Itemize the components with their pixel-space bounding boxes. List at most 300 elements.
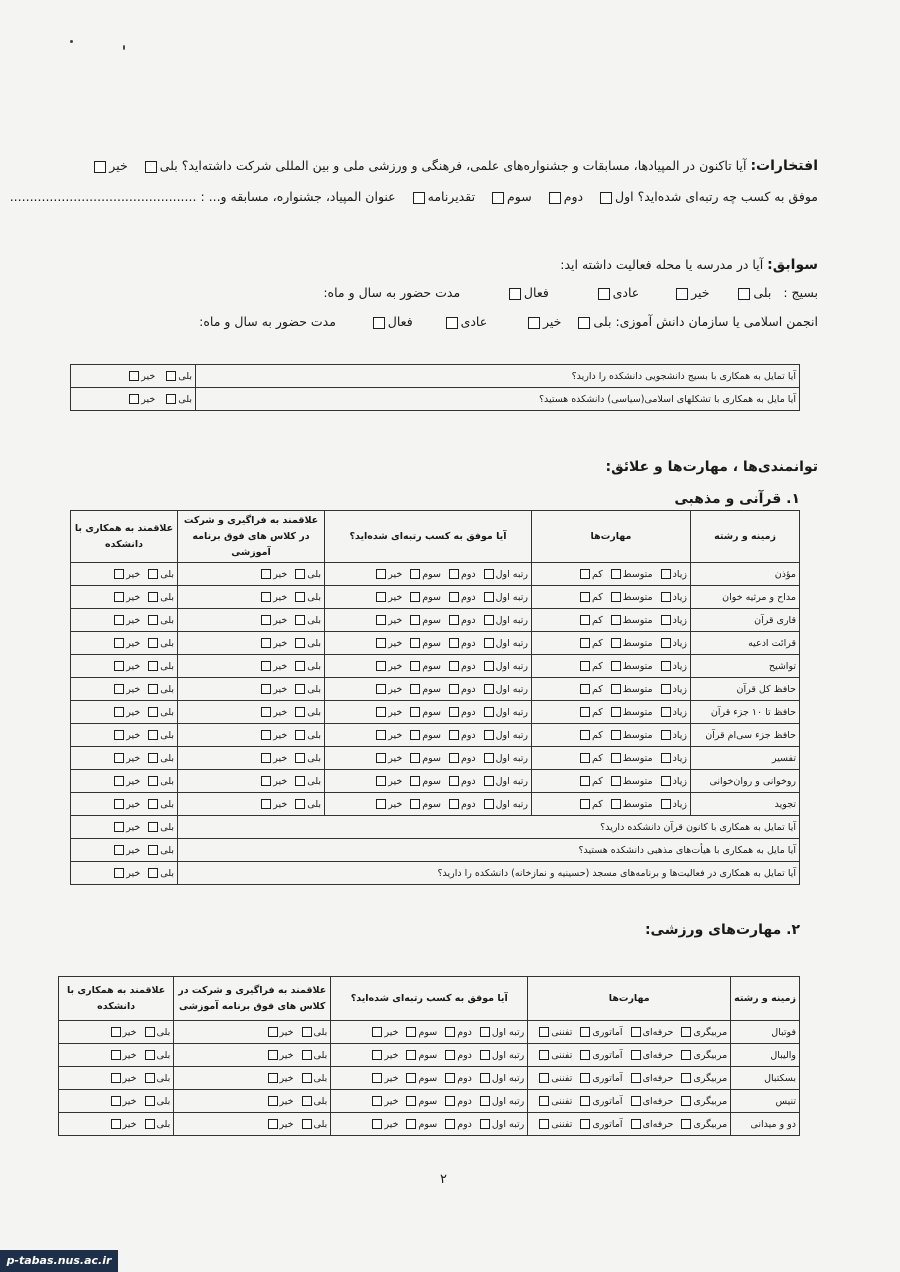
skill-level-option xyxy=(578,638,603,649)
rank-checkbox[interactable] xyxy=(410,684,420,694)
rank-checkbox[interactable] xyxy=(484,730,494,740)
skill-level-checkbox[interactable] xyxy=(580,707,590,717)
rank-checkbox[interactable] xyxy=(376,753,386,763)
yes-no-cell xyxy=(59,1021,174,1044)
skill-level-option-label: حرفه‌ای xyxy=(642,1118,674,1130)
rank-checkbox[interactable] xyxy=(410,661,420,671)
rank-checkbox[interactable] xyxy=(449,753,459,763)
rank-checkbox[interactable] xyxy=(449,661,459,671)
skill-level-checkbox[interactable] xyxy=(580,661,590,671)
skill-level-checkbox[interactable] xyxy=(611,661,621,671)
rank-checkbox[interactable] xyxy=(484,592,494,602)
skill-level-checkbox[interactable] xyxy=(611,615,621,625)
rank-checkbox[interactable] xyxy=(445,1119,455,1129)
no-option xyxy=(112,730,140,741)
no-checkbox[interactable] xyxy=(268,1073,278,1083)
achievements-line-2: موفق به کسب چه رتبه‌ای شده‌اید؟ اول دوم سوم تقدیرنامه عنوان المپیاد، جشنواره، مسابقه و... : ............................................... xyxy=(9,189,818,204)
no-checkbox[interactable] xyxy=(268,1119,278,1129)
skill-level-option xyxy=(609,684,653,695)
rank-checkbox[interactable] xyxy=(410,569,420,579)
skill-level-option-label: حرفه‌ای xyxy=(642,1095,674,1107)
skill-level-checkbox[interactable] xyxy=(580,684,590,694)
no-label: خیر xyxy=(279,1049,294,1061)
yes-checkbox[interactable] xyxy=(295,615,305,625)
rank-checkbox[interactable] xyxy=(445,1073,455,1083)
yes-checkbox[interactable] xyxy=(148,753,158,763)
rank-checkbox[interactable] xyxy=(376,799,386,809)
skill-level-checkbox[interactable] xyxy=(611,707,621,717)
achievements-no-checkbox[interactable] xyxy=(94,161,106,173)
no-checkbox[interactable] xyxy=(261,707,271,717)
rank-option-label: خیر xyxy=(388,798,403,810)
rank-checkbox[interactable] xyxy=(449,776,459,786)
rank-option-label: دوم xyxy=(460,614,476,626)
basij-no-checkbox[interactable] xyxy=(676,288,688,300)
yes-checkbox[interactable] xyxy=(302,1119,312,1129)
header-skills: مهارت‌ها xyxy=(528,977,731,1021)
yes-checkbox[interactable] xyxy=(295,799,305,809)
yes-checkbox[interactable] xyxy=(302,1073,312,1083)
yes-no-cell xyxy=(59,1067,174,1090)
yes-checkbox[interactable] xyxy=(145,1119,155,1129)
achievements-yes-checkbox[interactable] xyxy=(145,161,157,173)
skill-level-checkbox[interactable] xyxy=(539,1096,549,1106)
yes-label: بلی xyxy=(307,660,321,672)
skill-level-checkbox[interactable] xyxy=(611,592,621,602)
yes-checkbox[interactable] xyxy=(166,394,176,404)
no-checkbox[interactable] xyxy=(114,753,124,763)
no-label: خیر xyxy=(122,1118,137,1130)
skill-level-checkbox[interactable] xyxy=(681,1073,691,1083)
rank-checkbox[interactable] xyxy=(376,684,386,694)
no-checkbox[interactable] xyxy=(111,1027,121,1037)
rank-option-label: دوم xyxy=(460,637,476,649)
basij-yes-checkbox[interactable] xyxy=(738,288,750,300)
skill-level-checkbox[interactable] xyxy=(661,592,671,602)
yes-checkbox[interactable] xyxy=(148,799,158,809)
yes-checkbox[interactable] xyxy=(295,569,305,579)
header-interest: علاقمند به همکاری با دانشکده xyxy=(59,977,174,1021)
no-checkbox[interactable] xyxy=(111,1096,121,1106)
yes-checkbox[interactable] xyxy=(148,845,158,855)
no-label: خیر xyxy=(126,614,141,626)
rank-checkbox[interactable] xyxy=(372,1027,382,1037)
basij-normal-checkbox[interactable] xyxy=(598,288,610,300)
anjoman-normal-checkbox[interactable] xyxy=(446,317,458,329)
no-checkbox[interactable] xyxy=(261,638,271,648)
no-checkbox[interactable] xyxy=(261,799,271,809)
no-option xyxy=(112,569,140,580)
field-name: حافظ جزء سی‌ام قرآن xyxy=(691,724,800,747)
no-checkbox[interactable] xyxy=(261,776,271,786)
yes-option xyxy=(293,661,321,672)
no-checkbox[interactable] xyxy=(129,371,139,381)
no-checkbox[interactable] xyxy=(114,707,124,717)
no-checkbox[interactable] xyxy=(268,1096,278,1106)
no-checkbox[interactable] xyxy=(114,845,124,855)
no-label: خیر xyxy=(273,660,288,672)
rank-checkbox[interactable] xyxy=(484,638,494,648)
anjoman-active-checkbox[interactable] xyxy=(373,317,385,329)
no-checkbox[interactable] xyxy=(261,661,271,671)
skill-level-checkbox[interactable] xyxy=(681,1050,691,1060)
rank-option xyxy=(447,592,476,603)
skill-level-checkbox[interactable] xyxy=(661,615,671,625)
rank-checkbox[interactable] xyxy=(480,1027,490,1037)
rank-checkbox[interactable] xyxy=(445,1027,455,1037)
skill-level-checkbox[interactable] xyxy=(580,1073,590,1083)
skill-level-checkbox[interactable] xyxy=(580,1050,590,1060)
skill-level-checkbox[interactable] xyxy=(631,1027,641,1037)
rank-checkbox[interactable] xyxy=(449,569,459,579)
rank-checkbox[interactable] xyxy=(372,1050,382,1060)
yes-checkbox[interactable] xyxy=(145,1050,155,1060)
rank-checkbox[interactable] xyxy=(449,615,459,625)
rank-checkbox[interactable] xyxy=(484,615,494,625)
anjoman-yes-checkbox[interactable] xyxy=(578,317,590,329)
skill-level-checkbox[interactable] xyxy=(580,638,590,648)
rank-third-checkbox[interactable] xyxy=(492,192,504,204)
rank-option-label: خیر xyxy=(388,775,403,787)
skill-level-checkbox[interactable] xyxy=(661,799,671,809)
rank-option-label: دوم xyxy=(460,683,476,695)
skill-level-option-label: زیاد xyxy=(672,683,687,695)
yes-checkbox[interactable] xyxy=(148,868,158,878)
skill-level-checkbox[interactable] xyxy=(661,684,671,694)
rank-option xyxy=(447,730,476,741)
yes-label: بلی xyxy=(160,752,174,764)
rank-checkbox[interactable] xyxy=(406,1119,416,1129)
rank-option xyxy=(482,615,528,626)
rank-option-label: سوم xyxy=(418,1118,438,1130)
no-label: خیر xyxy=(273,591,288,603)
skill-level-option-label: کم xyxy=(591,752,603,764)
skill-level-option-label: متوسط xyxy=(622,752,653,764)
yes-label: بلی xyxy=(313,1118,328,1130)
rank-checkbox[interactable] xyxy=(484,753,494,763)
skill-level-checkbox[interactable] xyxy=(611,730,621,740)
skill-level-option xyxy=(659,615,687,626)
rank-option-label: سوم xyxy=(418,1026,438,1038)
no-checkbox[interactable] xyxy=(261,730,271,740)
rank-option-label: رتبه اول xyxy=(495,614,528,626)
yes-no-cell xyxy=(71,586,178,609)
rank-first-checkbox[interactable] xyxy=(600,192,612,204)
rank-checkbox[interactable] xyxy=(484,707,494,717)
no-checkbox[interactable] xyxy=(268,1027,278,1037)
table-row xyxy=(71,563,800,586)
no-label: خیر xyxy=(273,683,288,695)
yes-label: بلی xyxy=(313,1026,328,1038)
no-checkbox[interactable] xyxy=(114,615,124,625)
rank-checkbox[interactable] xyxy=(406,1073,416,1083)
skill-level-checkbox[interactable] xyxy=(661,707,671,717)
rank-checkbox[interactable] xyxy=(480,1096,490,1106)
no-checkbox[interactable] xyxy=(261,753,271,763)
no-checkbox[interactable] xyxy=(111,1073,121,1083)
skill-level-checkbox[interactable] xyxy=(580,569,590,579)
yes-label: بلی xyxy=(160,706,174,718)
yes-checkbox[interactable] xyxy=(295,776,305,786)
skill-level-checkbox[interactable] xyxy=(580,753,590,763)
rank-checkbox[interactable] xyxy=(372,1119,382,1129)
rank-checkbox[interactable] xyxy=(376,730,386,740)
rank-option xyxy=(374,776,402,787)
anjoman-duration-label: مدت حضور به سال و ماه: xyxy=(199,314,336,329)
skill-level-option xyxy=(578,730,603,741)
yes-checkbox[interactable] xyxy=(295,730,305,740)
skill-level-checkbox[interactable] xyxy=(580,1119,590,1129)
rank-checkbox[interactable] xyxy=(410,707,420,717)
skill-level-checkbox[interactable] xyxy=(631,1073,641,1083)
no-label: خیر xyxy=(273,729,288,741)
yes-checkbox[interactable] xyxy=(148,707,158,717)
rank-checkbox[interactable] xyxy=(480,1050,490,1060)
rank-checkbox[interactable] xyxy=(480,1073,490,1083)
no-checkbox[interactable] xyxy=(114,776,124,786)
rank-checkbox[interactable] xyxy=(410,730,420,740)
rank-checkbox[interactable] xyxy=(372,1073,382,1083)
no-checkbox[interactable] xyxy=(111,1119,121,1129)
rank-checkbox[interactable] xyxy=(376,707,386,717)
skills-title: توانمندی‌ها ، مهارت‌ها و علائق: xyxy=(605,459,818,475)
yes-checkbox[interactable] xyxy=(295,592,305,602)
no-checkbox[interactable] xyxy=(111,1050,121,1060)
rank-option xyxy=(408,684,441,695)
yes-checkbox[interactable] xyxy=(302,1096,312,1106)
olympiad-title-prompt: عنوان المپیاد، جشنواره، مسابقه و... : xyxy=(200,189,396,204)
rank-option xyxy=(408,592,441,603)
rank-checkbox[interactable] xyxy=(484,776,494,786)
yes-no-cell xyxy=(59,1044,174,1067)
no-checkbox[interactable] xyxy=(114,730,124,740)
no-checkbox[interactable] xyxy=(114,569,124,579)
yes-label: بلی xyxy=(156,1118,171,1130)
rank-checkbox[interactable] xyxy=(406,1027,416,1037)
rank-checkbox[interactable] xyxy=(376,638,386,648)
no-checkbox[interactable] xyxy=(268,1050,278,1060)
skill-level-checkbox[interactable] xyxy=(580,1096,590,1106)
rank-checkbox[interactable] xyxy=(484,684,494,694)
skill-level-option-label: متوسط xyxy=(622,683,653,695)
rank-checkbox[interactable] xyxy=(480,1119,490,1129)
rank-checkbox[interactable] xyxy=(410,776,420,786)
yes-checkbox[interactable] xyxy=(148,776,158,786)
skill-level-option-label: زیاد xyxy=(672,775,687,787)
rank-checkbox[interactable] xyxy=(410,615,420,625)
rank-option xyxy=(447,638,476,649)
yes-option xyxy=(293,638,321,649)
skill-level-checkbox[interactable] xyxy=(611,799,621,809)
skill-level-option xyxy=(659,730,687,741)
skill-level-checkbox[interactable] xyxy=(539,1119,549,1129)
no-checkbox[interactable] xyxy=(261,569,271,579)
yes-checkbox[interactable] xyxy=(145,1096,155,1106)
yes-checkbox[interactable] xyxy=(302,1050,312,1060)
rank-second-checkbox[interactable] xyxy=(549,192,561,204)
rank-checkbox[interactable] xyxy=(376,615,386,625)
rank-option xyxy=(408,661,441,672)
no-label: خیر xyxy=(279,1026,294,1038)
rank-checkbox[interactable] xyxy=(410,592,420,602)
rank-checkbox[interactable] xyxy=(376,592,386,602)
header-field: زمینه و رشته xyxy=(691,511,800,563)
skill-level-checkbox[interactable] xyxy=(661,730,671,740)
no-checkbox[interactable] xyxy=(114,661,124,671)
no-checkbox[interactable] xyxy=(129,394,139,404)
skill-level-checkbox[interactable] xyxy=(681,1027,691,1037)
no-checkbox[interactable] xyxy=(261,684,271,694)
skill-level-checkbox[interactable] xyxy=(580,799,590,809)
rank-option xyxy=(443,1096,472,1107)
yes-checkbox[interactable] xyxy=(295,707,305,717)
no-checkbox[interactable] xyxy=(114,638,124,648)
yes-checkbox[interactable] xyxy=(148,661,158,671)
skill-level-checkbox[interactable] xyxy=(631,1119,641,1129)
rank-checkbox[interactable] xyxy=(484,799,494,809)
skill-level-checkbox[interactable] xyxy=(611,776,621,786)
no-label: خیر xyxy=(126,706,141,718)
skill-level-checkbox[interactable] xyxy=(661,638,671,648)
yes-checkbox[interactable] xyxy=(148,684,158,694)
olympiad-title-field[interactable]: ............................................... xyxy=(9,189,197,204)
yes-option xyxy=(146,822,174,833)
skill-level-cell xyxy=(532,586,691,609)
skill-level-checkbox[interactable] xyxy=(611,684,621,694)
skill-level-option xyxy=(659,638,687,649)
rank-option-label: رتبه اول xyxy=(495,775,528,787)
skill-level-checkbox[interactable] xyxy=(611,753,621,763)
no-checkbox[interactable] xyxy=(114,799,124,809)
no-checkbox[interactable] xyxy=(114,592,124,602)
rank-option-label: سوم xyxy=(422,729,441,741)
no-label: خیر xyxy=(126,729,141,741)
yes-checkbox[interactable] xyxy=(148,822,158,832)
yes-checkbox[interactable] xyxy=(148,592,158,602)
yes-checkbox[interactable] xyxy=(302,1027,312,1037)
skill-level-option-label: متوسط xyxy=(622,637,653,649)
yes-no-cell xyxy=(71,678,178,701)
skill-level-checkbox[interactable] xyxy=(580,776,590,786)
skill-level-checkbox[interactable] xyxy=(681,1096,691,1106)
rank-option-label: خیر xyxy=(388,729,403,741)
achievements-line-1: افتخارات: آیا تاکنون در المپیادها، مسابقات و جشنواره‌های علمی، فرهنگی و ورزشی ملی و بین المللی شرکت داشته‌اید؟ بلی خیر xyxy=(81,157,818,175)
skill-level-option-label: زیاد xyxy=(672,614,687,626)
no-checkbox[interactable] xyxy=(261,615,271,625)
skill-level-option xyxy=(578,776,603,787)
skill-level-checkbox[interactable] xyxy=(611,569,621,579)
skill-level-checkbox[interactable] xyxy=(580,730,590,740)
rank-checkbox[interactable] xyxy=(376,569,386,579)
no-label: خیر xyxy=(273,637,288,649)
yes-checkbox[interactable] xyxy=(295,638,305,648)
skill-level-checkbox[interactable] xyxy=(661,569,671,579)
rank-option-label: سوم xyxy=(422,775,441,787)
rank-option-label: رتبه اول xyxy=(491,1095,525,1107)
rank-checkbox[interactable] xyxy=(372,1096,382,1106)
skill-level-option-label: زیاد xyxy=(672,706,687,718)
rank-cell xyxy=(331,1090,528,1113)
rank-option-label: دوم xyxy=(460,660,476,672)
skill-level-checkbox[interactable] xyxy=(661,661,671,671)
yes-checkbox[interactable] xyxy=(145,1027,155,1037)
yes-checkbox[interactable] xyxy=(148,615,158,625)
rank-checkbox[interactable] xyxy=(449,730,459,740)
rank-checkbox[interactable] xyxy=(449,638,459,648)
rank-checkbox[interactable] xyxy=(376,661,386,671)
skill-level-checkbox[interactable] xyxy=(631,1096,641,1106)
basij-active-checkbox[interactable] xyxy=(509,288,521,300)
rank-checkbox[interactable] xyxy=(410,799,420,809)
rank-checkbox[interactable] xyxy=(449,592,459,602)
yes-checkbox[interactable] xyxy=(166,371,176,381)
rank-checkbox[interactable] xyxy=(449,799,459,809)
yes-option xyxy=(293,707,321,718)
no-checkbox[interactable] xyxy=(114,822,124,832)
skill-level-option-label: مربیگری xyxy=(693,1095,728,1107)
rank-checkbox[interactable] xyxy=(376,776,386,786)
basij-duration-label: مدت حضور به سال و ماه: xyxy=(323,285,461,300)
yes-checkbox[interactable] xyxy=(148,569,158,579)
rank-checkbox[interactable] xyxy=(406,1050,416,1060)
rank-checkbox[interactable] xyxy=(449,707,459,717)
anjoman-no-checkbox[interactable] xyxy=(528,317,540,329)
field-name: مؤذن xyxy=(691,563,800,586)
rank-option xyxy=(374,569,402,580)
skill-level-checkbox[interactable] xyxy=(539,1073,549,1083)
no-checkbox[interactable] xyxy=(114,684,124,694)
yes-checkbox[interactable] xyxy=(295,753,305,763)
yes-checkbox[interactable] xyxy=(148,638,158,648)
no-checkbox[interactable] xyxy=(114,868,124,878)
rank-option xyxy=(374,730,402,741)
header-rank: آیا موفق به کسب رتبه‌ای شده‌اید؟ xyxy=(331,977,528,1021)
yes-checkbox[interactable] xyxy=(295,661,305,671)
rank-option xyxy=(408,776,441,787)
rank-checkbox[interactable] xyxy=(449,684,459,694)
rank-checkbox[interactable] xyxy=(484,661,494,671)
rank-checkbox[interactable] xyxy=(445,1050,455,1060)
site-footer-link[interactable]: p-tabas.nus.ac.ir xyxy=(0,1250,118,1272)
skill-level-checkbox[interactable] xyxy=(580,615,590,625)
skill-level-checkbox[interactable] xyxy=(611,638,621,648)
no-option xyxy=(259,569,287,580)
no-option xyxy=(259,730,287,741)
rank-checkbox[interactable] xyxy=(484,569,494,579)
rank-checkbox[interactable] xyxy=(445,1096,455,1106)
yes-checkbox[interactable] xyxy=(148,730,158,740)
no-option xyxy=(266,1119,294,1130)
no-checkbox[interactable] xyxy=(261,592,271,602)
skill-level-option-label: متوسط xyxy=(622,706,653,718)
skill-level-checkbox[interactable] xyxy=(631,1050,641,1060)
skill-level-checkbox[interactable] xyxy=(539,1050,549,1060)
yes-option xyxy=(300,1073,328,1084)
rank-commendation-checkbox[interactable] xyxy=(413,192,425,204)
skill-level-checkbox[interactable] xyxy=(539,1027,549,1037)
skill-level-checkbox[interactable] xyxy=(661,753,671,763)
skill-level-option-label: کم xyxy=(591,798,603,810)
skill-level-checkbox[interactable] xyxy=(681,1119,691,1129)
yes-checkbox[interactable] xyxy=(145,1073,155,1083)
yes-checkbox[interactable] xyxy=(295,684,305,694)
rank-checkbox[interactable] xyxy=(410,753,420,763)
skill-level-checkbox[interactable] xyxy=(580,1027,590,1037)
skill-level-checkbox[interactable] xyxy=(661,776,671,786)
skill-level-checkbox[interactable] xyxy=(580,592,590,602)
rank-checkbox[interactable] xyxy=(410,638,420,648)
rank-checkbox[interactable] xyxy=(406,1096,416,1106)
